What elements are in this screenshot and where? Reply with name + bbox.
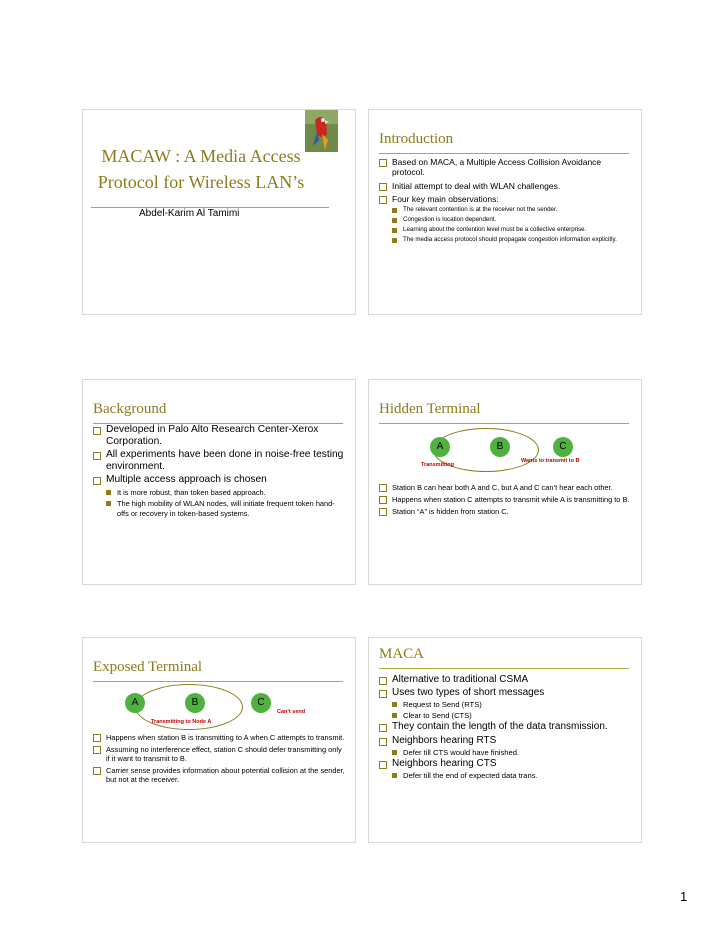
page-number: 1 [680,889,688,904]
sub-bullet-list [392,206,631,243]
slide-maca [368,637,642,843]
sub-bullet-list [106,488,345,518]
sub-bullet-item: The media access protocol should propagate congestion information explicitly. [392,236,631,244]
bullet-item: They contain the length of the data transmission. [379,721,631,733]
bullet-list [379,157,631,246]
bullet-item: Multiple access approach is chosen It is more robust, than token based approach. The high mobility of WLAN nodes, will initiate frequent token hand-offs or recovery in token-based systems. [93,474,345,518]
bullet-item: Uses two types of short messages Request to Send (RTS) Clear to Send (CTS) [379,687,631,720]
bullet-item: Station “A” is hidden from station C. [379,507,631,516]
node-b: B [490,437,510,457]
presentation-title-line-1: MACAW : A Media Access [101,146,301,166]
bullet-list [379,674,631,782]
bullet-item: All experiments have been done in noise-free testing environment. [93,449,345,474]
transmitting-label: Transmitting [421,462,455,468]
slide-title: Introduction [379,131,454,147]
sub-bullet-item: Congestion is location dependent. [392,216,631,224]
bullet-item: Based on MACA, a Multiple Access Collision Avoidance protocol. [379,157,631,178]
slide-title: Exposed Terminal [93,659,203,675]
slide-title: Hidden Terminal [379,401,481,417]
bullet-item: Alternative to traditional CSMA [379,674,631,686]
bullet-item: Four key main observations: The relevant contention is at the receiver not the sender. Congestion is location dependent. Learning about the contention level must be a collective enterprise. The media access protocol should propagate congestion information explicitly. [379,194,631,243]
cant-send-label: Can’t send [277,709,306,715]
title-divider [379,153,629,154]
bullet-item: Happens when station C attempts to transmit while A is transmitting to B. [379,495,631,504]
sub-bullet-list [392,771,631,780]
bullet-item: Developed in Palo Alto Research Center-Xerox Corporation. [93,424,345,449]
transmitting-to-a-label: Transmitting to Node A [151,719,212,725]
slide-introduction [368,109,642,315]
slide-exposed-terminal [82,637,356,843]
node-b: B [185,693,205,713]
node-a: A [430,437,450,457]
bullet-item: Assuming no interference effect, station C should defer transmitting only if it want to transmit to B. [93,745,345,763]
bullet-item: Neighbors hearing RTS Defer till CTS would have finished. [379,735,631,758]
sub-bullet-list [392,700,631,720]
sub-bullet-item: Clear to Send (CTS) [392,711,631,720]
sub-bullet-item: It is more robust, than token based approach. [106,488,345,497]
parrot-photo [305,110,338,152]
bullet-list [93,424,345,520]
bullet-item: Initial attempt to deal with WLAN challenges. [379,181,631,191]
sub-bullet-item: The high mobility of WLAN nodes, will initiate frequent token hand-offs or recovery in token-based systems. [106,499,345,518]
bullet-list [379,483,631,519]
bullet-item: Happens when station B is transmitting to A when C attempts to transmit. [93,733,345,742]
bullet-item: Neighbors hearing CTS Defer till the end of expected data trans. [379,758,631,781]
sub-bullet-item: Request to Send (RTS) [392,700,631,709]
sub-bullet-item: Defer till CTS would have finished. [392,748,631,757]
slide-hidden-terminal [368,379,642,585]
exposed-terminal-diagram [111,684,341,734]
sub-bullet-item: The relevant contention is at the receiver not the sender. [392,206,631,214]
node-a: A [125,693,145,713]
slide-title [82,109,356,315]
hidden-terminal-diagram [413,424,633,476]
slide-title: Background [93,401,167,417]
node-c: C [553,437,573,457]
title-divider [379,668,629,669]
sub-bullet-item: Learning about the contention level must be a collective enterprise. [392,226,631,234]
slide-background [82,379,356,585]
author-name: Abdel-Karim Al Tamimi [139,208,240,219]
bullet-list [93,733,345,787]
node-c: C [251,693,271,713]
sub-bullet-list [392,748,631,757]
presentation-title-line-2: Protocol for Wireless LAN’s [97,172,305,192]
title-divider [93,681,343,682]
bullet-item: Carrier sense provides information about potential collision at the sender, but not at the receiver. [93,766,345,784]
slide-title: MACA [379,646,425,662]
bullet-item: Station B can hear both A and C, but A and C can’t hear each other. [379,483,631,492]
sub-bullet-item: Defer till the end of expected data trans. [392,771,631,780]
wants-to-transmit-label: Wants to transmit to B [521,458,580,464]
